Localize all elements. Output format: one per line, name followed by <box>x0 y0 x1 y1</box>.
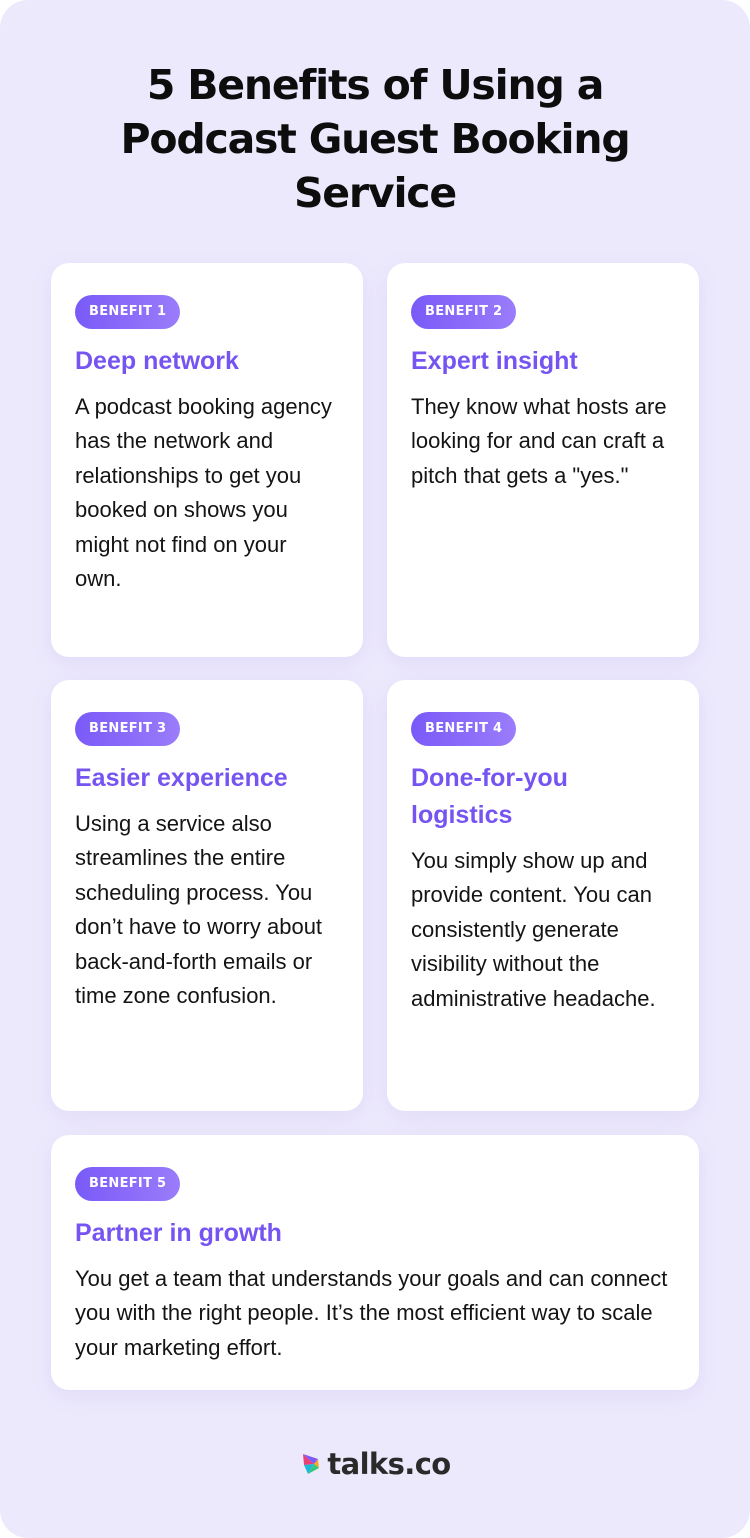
benefit-badge: BENEFIT 2 <box>411 295 516 329</box>
page-title <box>0 58 750 220</box>
benefit-card-4 <box>387 680 699 1111</box>
talks-logo-icon <box>299 1451 323 1477</box>
benefit-card-2 <box>387 263 699 657</box>
benefit-card-5 <box>51 1135 699 1390</box>
benefit-description: They know what hosts are looking for and can craft a pitch that gets a "yes." <box>411 394 667 488</box>
benefit-badge: BENEFIT 4 <box>411 712 516 746</box>
benefit-description: A podcast booking agency has the network and relationships to get you booked on shows you might not find on your own. <box>75 394 332 592</box>
benefit-card-3 <box>51 680 363 1111</box>
benefit-badge: BENEFIT 5 <box>75 1167 180 1201</box>
benefit-badge: BENEFIT 1 <box>75 295 180 329</box>
benefit-badge: BENEFIT 3 <box>75 712 180 746</box>
benefit-heading: Expert insight <box>411 347 578 375</box>
benefit-description: You get a team that understands your goals and can connect you with the right people. It’s the most efficient way to scale your marketing effort. <box>75 1266 668 1360</box>
benefit-description: Using a service also streamlines the entire scheduling process. You don’t have to worry about back-and-forth emails or time zone confusion. <box>75 811 323 1009</box>
talks-logo <box>0 1442 750 1486</box>
benefit-card-1 <box>51 263 363 657</box>
benefit-heading: Partner in growth <box>75 1219 282 1247</box>
benefit-heading: Done-for-you logistics <box>411 764 568 829</box>
benefit-heading: Easier experience <box>75 764 288 792</box>
talks-logo-text: talks.co <box>327 1447 451 1481</box>
benefit-heading: Deep network <box>75 347 239 375</box>
page-title-line-3: Service <box>293 169 457 217</box>
page-title-line-2: Podcast Guest Booking <box>120 115 630 163</box>
page-title-line-1: 5 Benefits of Using a <box>146 61 604 109</box>
benefit-description: You simply show up and provide content. You can consistently generate visibility without the administrative headache. <box>411 848 656 1011</box>
